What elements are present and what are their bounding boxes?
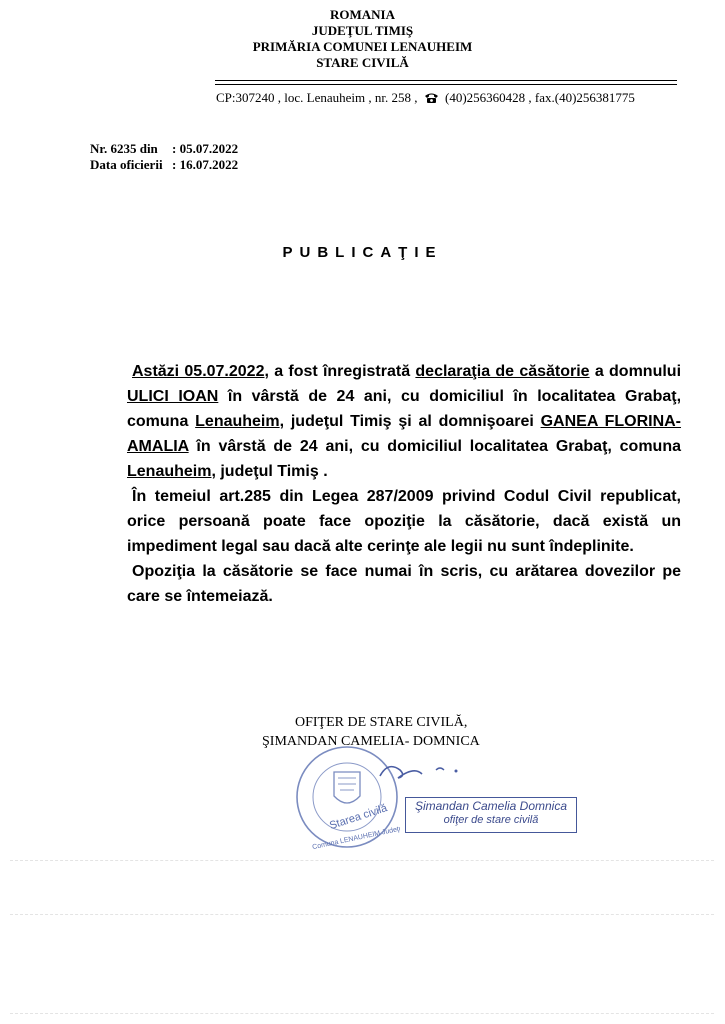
bride-name: GANEA FLORINA- AMALIA: [127, 413, 682, 455]
registration-number: [90, 141, 238, 157]
paragraph-declaration: [127, 359, 681, 484]
officer-stamp-role: ofiţer de stare civilă: [443, 814, 539, 826]
telephone-icon: [424, 92, 439, 108]
text-fragment: în vârstă de 24 ani, cu domiciliul localitatea Grabaţ, comuna: [188, 438, 681, 455]
document-title: PUBLICAŢIE: [282, 244, 443, 261]
scan-line: [10, 860, 714, 861]
contact-line: [216, 90, 635, 108]
contact-address: CP:307240 , loc. Lenauheim , nr. 258 ,: [216, 90, 418, 105]
header-county: JUDEŢUL TIMIŞ: [311, 23, 414, 38]
officer-name: ŞIMANDAN CAMELIA- DOMNICA: [262, 734, 480, 749]
paragraph-legal-basis: În temeiul art.285 din Legea 287/2009 privind Codul Civil republicat, orice persoană poate face opoziţie la căsătorie, dacă există un impediment legal sau dacă alte cerinţe ale legii nu sunt îndeplinite.: [127, 488, 681, 555]
scan-line: [10, 914, 714, 915]
bride-commune: Lenauheim: [127, 463, 212, 480]
text-fragment: în vârstă de 24 ani, cu domiciliul în localitatea Grabaţ, comuna: [127, 388, 682, 430]
officiating-date: [90, 157, 238, 173]
officer-role: OFIŢER DE STARE CIVILĂ,: [295, 715, 468, 730]
header-townhall: PRIMĂRIA COMUNEI LENAUHEIM: [252, 39, 473, 54]
text-fragment: , judeţul Timiş şi al domnişoarei: [279, 413, 541, 430]
declaration-date: Astăzi 05.07.2022: [132, 363, 265, 380]
registration-number-value: : 05.07.2022: [172, 141, 239, 156]
handwritten-signature: [378, 756, 468, 791]
officiating-date-label: Data oficierii: [90, 157, 163, 172]
registration-number-label: Nr. 6235 din: [90, 141, 158, 156]
svg-text:Comuna LENAUHEIM Judeţul Timiş: Comuna LENAUHEIM Judeţul: [311, 824, 400, 850]
officiating-date-value: : 16.07.2022: [172, 157, 239, 172]
paragraph-opposition: Opoziţia la căsătorie se face numai în scris, cu arătarea dovezilor pe care se întemeiază.: [127, 563, 681, 605]
text-fragment: a domnului: [589, 363, 682, 380]
declaration-type: declaraţia de căsătorie: [415, 363, 590, 380]
groom-commune: Lenauheim: [195, 413, 280, 430]
scan-line: [10, 1013, 714, 1014]
header-department: STARE CIVILĂ: [316, 55, 409, 70]
groom-name: ULICI IOAN: [127, 388, 219, 405]
contact-phone-fax: (40)256360428 , fax.(40)256381775: [444, 90, 635, 105]
publication-body: [127, 359, 681, 609]
officer-stamp-name: Şimandan Camelia Domnica: [414, 799, 568, 813]
officer-name-stamp: [405, 797, 577, 833]
text-fragment: , a fost înregistrată: [264, 363, 416, 380]
header-rule-top: [215, 80, 677, 81]
header-country: ROMANIA: [330, 7, 395, 22]
text-fragment: , judeţul Timiş .: [211, 463, 328, 480]
header-rule-bottom: [215, 84, 677, 85]
svg-text:Starea civilă: Starea civilă: [328, 802, 389, 833]
